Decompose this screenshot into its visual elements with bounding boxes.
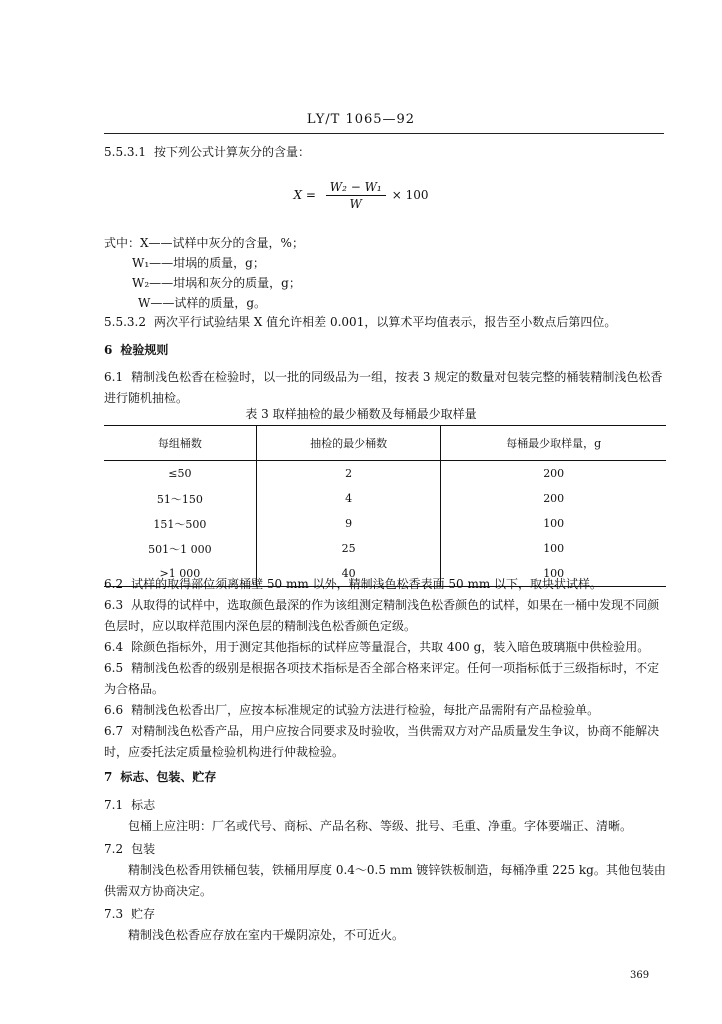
table-cell: 2 (256, 461, 441, 487)
clause-6-5 (104, 658, 666, 700)
clause-text: 除颜色指标外，用于测定其他指标的试样应等量混合，共取 400 g，装入暗色玻璃瓶中供检验用。 (131, 640, 650, 654)
clause-text: 精制浅色松香的级别是根据各项技术指标是否全部合格来评定。任何一项指标低于三级指标时，不定为合格品。 (104, 661, 660, 696)
section-6-heading (104, 340, 666, 361)
section-title: 检验规则 (120, 343, 169, 357)
table-cell: 9 (256, 511, 441, 536)
table-3-title: 表 3 取样抽检的最少桶数及每桶最少取样量 (245, 407, 477, 421)
clause-text: 从取得的试样中，选取颜色最深的作为该组测定精制浅色松香颜色的试样，如果在一桶中发现不同颜色层时，应以取样范围内深色层的精制浅色松香颜色定级。 (104, 598, 660, 633)
table-row (104, 536, 666, 561)
clause-6-1 (104, 367, 666, 409)
table-cell: >1 000 (104, 561, 256, 587)
header-rule (104, 133, 664, 134)
clause-5-5-3-2 (104, 312, 666, 333)
clause-title: 标志 (131, 798, 156, 812)
var-w1: W₁——坩埚的质量，g； (132, 256, 265, 270)
clause-7-3-text: 精制浅色松香应存放在室内干燥阴凉处，不可近火。 (128, 928, 405, 942)
var-x: X——试样中灰分的含量，%； (140, 236, 304, 250)
formula-denominator: W (349, 197, 362, 211)
clause-text: 精制浅色松香在检验时，以一批的同级品为一组，按表 3 规定的数量对包装完整的桶装精制浅色松香进行随机抽检。 (104, 370, 663, 405)
formula-rhs: × 100 (391, 188, 429, 202)
clause-text: 对精制浅色松香产品，用户应按合同要求及时验收，当供需双方对产品质量发生争议，协商不能解决时，应委托法定质量检验机构进行仲裁检验。 (104, 724, 660, 759)
clause-7-1-heading (104, 795, 666, 816)
col-header-min-sample: 每桶最少取样量，g (441, 426, 666, 461)
clause-text: 精制浅色松香出厂，应按本标准规定的试验方法进行检验，每批产品需附有产品检验单。 (131, 703, 600, 717)
table-cell: 200 (441, 461, 666, 487)
table-cell: 51～150 (156, 492, 203, 506)
formula-numerator: W₂ − W₁ (326, 180, 386, 196)
section-title: 标志、包装、贮存 (120, 770, 217, 784)
table-3 (104, 425, 666, 587)
section-number: 7 (104, 770, 113, 784)
clause-number: 6.7 (104, 724, 124, 738)
col-header-group-barrels: 每组桶数 (104, 426, 256, 461)
clause-6-7 (104, 721, 666, 763)
clause-text: 两次平行试验结果 X 值允许相差 0.001，以算术平均值表示，报告至小数点后第四位。 (153, 315, 617, 329)
table-cell: 100 (441, 536, 666, 561)
where-label: 式中： (104, 236, 141, 250)
clause-number: 6.3 (104, 598, 124, 612)
clause-6-3 (104, 595, 666, 637)
table-row (104, 461, 666, 487)
clause-7-2-heading (104, 839, 666, 860)
table-cell: 25 (256, 536, 441, 561)
section-7-heading (104, 767, 666, 788)
var-w: W——试样的质量，g。 (138, 296, 267, 310)
clause-7-3-heading (104, 904, 666, 925)
table-cell: 200 (441, 486, 666, 511)
clause-number: 6.1 (104, 370, 124, 384)
table-cell: 40 (256, 561, 441, 587)
clause-5-5-3-1 (104, 142, 666, 163)
clause-6-4 (104, 637, 666, 658)
table-cell: 100 (441, 561, 666, 587)
clause-number: 5.5.3.2 (104, 315, 146, 329)
col-header-min-barrels: 抽检的最少桶数 (256, 426, 441, 461)
table-row (104, 486, 666, 511)
clause-title: 包装 (131, 842, 156, 856)
clause-title: 贮存 (131, 907, 156, 921)
table-cell: 4 (256, 486, 441, 511)
clause-6-2 (104, 574, 666, 595)
clause-number: 6.6 (104, 703, 124, 717)
clause-number: 7.3 (104, 907, 124, 921)
table-cell: 100 (441, 511, 666, 536)
table-cell: 151～500 (153, 517, 207, 531)
clause-6-6 (104, 700, 666, 721)
clause-number: 6.5 (104, 661, 124, 675)
clause-7-1-text: 包桶上应注明：厂名或代号、商标、产品名称、等级、批号、毛重、净重。字体要端正、清晰。 (128, 819, 633, 833)
clause-text: 试样的取得部位须离桶壁 50 mm 以外，精制浅色松香表面 50 mm 以下，取块状试样。 (131, 577, 603, 591)
section-number: 6 (104, 343, 113, 357)
ash-formula (0, 180, 722, 211)
table-header-row (104, 426, 666, 461)
clause-number: 5.5.3.1 (104, 145, 146, 159)
formula-lhs: X = (293, 188, 320, 202)
clause-number: 7.1 (104, 798, 124, 812)
clause-text: 按下列公式计算灰分的含量： (153, 145, 310, 159)
table-cell: 501～1 000 (148, 542, 212, 556)
standard-code-header: LY/T 1065—92 (306, 112, 416, 127)
page-number: 369 (630, 970, 650, 981)
var-w2: W₂——坩埚和灰分的质量，g； (132, 276, 301, 290)
formula-fraction (326, 180, 386, 211)
table-row (104, 511, 666, 536)
table-cell: ≤50 (168, 467, 192, 480)
variable-definitions-x (104, 234, 304, 251)
clause-7-2-text: 精制浅色松香用铁桶包装，铁桶用厚度 0.4～0.5 mm 镀锌铁板制造，每桶净重 225 kg。其他包装由供需双方协商决定。 (104, 863, 666, 898)
clause-number: 6.2 (104, 577, 124, 591)
clause-number: 6.4 (104, 640, 124, 654)
clause-number: 7.2 (104, 842, 124, 856)
